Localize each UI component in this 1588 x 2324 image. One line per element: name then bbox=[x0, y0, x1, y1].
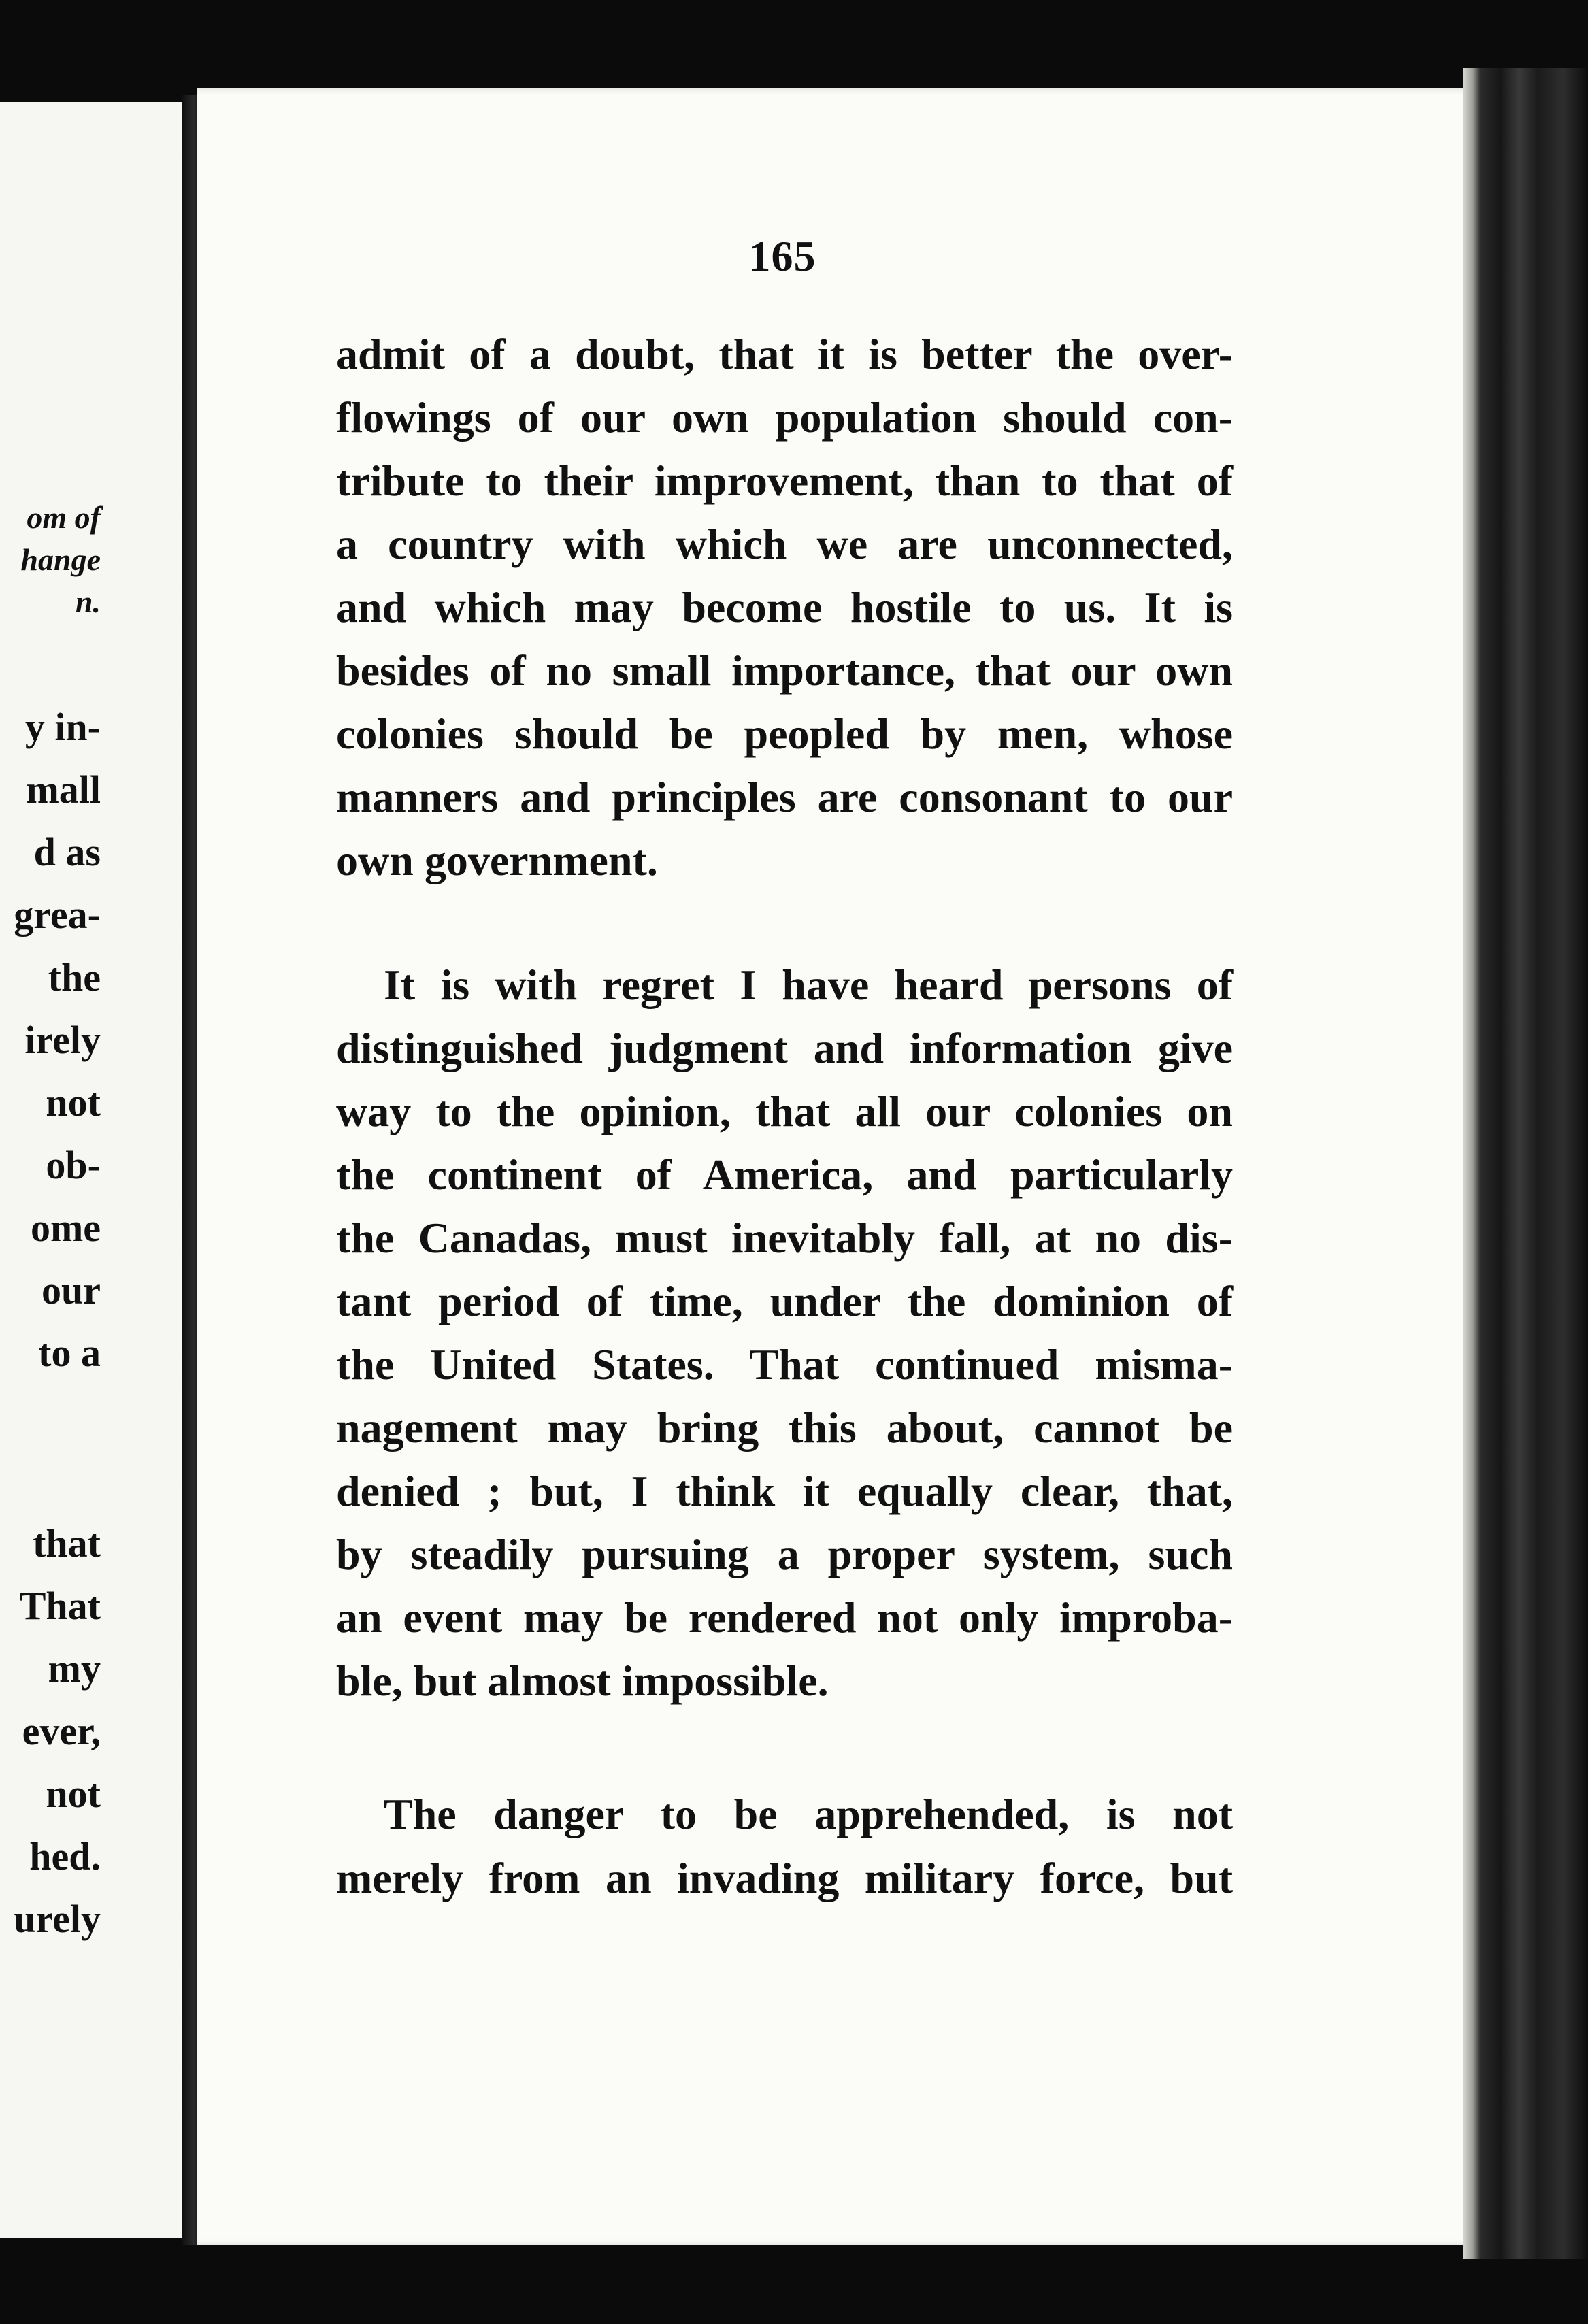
text-line: nagement may bring this about, cannot be bbox=[336, 1404, 1233, 1452]
left-page-fragment: hange bbox=[20, 542, 101, 577]
left-page-fragment: to a bbox=[38, 1331, 101, 1375]
left-page-fragment: not bbox=[46, 1080, 101, 1125]
left-page-fragment: y in- bbox=[24, 705, 101, 749]
text-line: distinguished judgment and information give bbox=[336, 1024, 1233, 1072]
text-line: an event may be rendered not only improba- bbox=[336, 1593, 1233, 1642]
left-page-fragment: my bbox=[48, 1646, 101, 1691]
text-line: flowings of our own population should con- bbox=[336, 393, 1233, 442]
left-page-fragment: ob- bbox=[46, 1143, 101, 1187]
text-line: and which may become hostile to us. It is bbox=[336, 583, 1233, 631]
text-line: manners and principles are consonant to our bbox=[336, 773, 1233, 821]
text-line: way to the opinion, that all our colonies on bbox=[336, 1087, 1233, 1135]
left-page-fragment: urely bbox=[14, 1897, 101, 1941]
text-line: The danger to be apprehended, is not bbox=[384, 1790, 1233, 1838]
left-page-fragment: ever, bbox=[22, 1709, 101, 1753]
left-page-fragment: that bbox=[33, 1521, 101, 1565]
text-line: tribute to their improvement, than to that of bbox=[336, 456, 1233, 505]
text-line: It is with regret I have heard persons of bbox=[384, 961, 1233, 1009]
text-line: denied ; but, I think it equally clear, that, bbox=[336, 1467, 1233, 1515]
left-page-fragment: d as bbox=[33, 830, 101, 874]
text-line: the continent of America, and particularly bbox=[336, 1150, 1233, 1199]
text-line: colonies should be peopled by men, whose bbox=[336, 710, 1233, 758]
left-page-fragment: our bbox=[42, 1268, 101, 1312]
left-page-fragment: not bbox=[46, 1772, 101, 1816]
text-line: admit of a doubt, that it is better the over- bbox=[336, 330, 1233, 378]
left-page-fragment: ome bbox=[30, 1206, 101, 1250]
left-page-fragment: That bbox=[19, 1584, 101, 1628]
text-line: a country with which we are unconnected, bbox=[336, 520, 1233, 568]
text-line: ble, but almost impossible. bbox=[336, 1657, 829, 1705]
previous-page-edge bbox=[0, 102, 185, 2238]
text-line: the Canadas, must inevitably fall, at no dis- bbox=[336, 1214, 1233, 1262]
left-page-fragment: n. bbox=[75, 584, 101, 619]
left-page-fragment: the bbox=[48, 955, 101, 999]
left-page-fragment: hed. bbox=[29, 1834, 101, 1878]
text-line: by steadily pursuing a proper system, such bbox=[336, 1530, 1233, 1578]
left-page-fragment: irely bbox=[24, 1018, 101, 1062]
text-line: merely from an invading military force, but bbox=[336, 1854, 1233, 1902]
text-line: tant period of time, under the dominion of bbox=[336, 1277, 1233, 1325]
left-page-fragment: om of bbox=[27, 500, 101, 535]
text-line: the United States. That continued misma- bbox=[336, 1340, 1233, 1389]
text-line: besides of no small importance, that our own bbox=[336, 646, 1233, 695]
left-page-fragment: grea- bbox=[14, 893, 101, 937]
page-number: 165 bbox=[748, 232, 816, 280]
book-edge bbox=[1463, 68, 1588, 2259]
text-line: own government. bbox=[336, 836, 658, 884]
left-page-fragment: mall bbox=[26, 767, 101, 812]
